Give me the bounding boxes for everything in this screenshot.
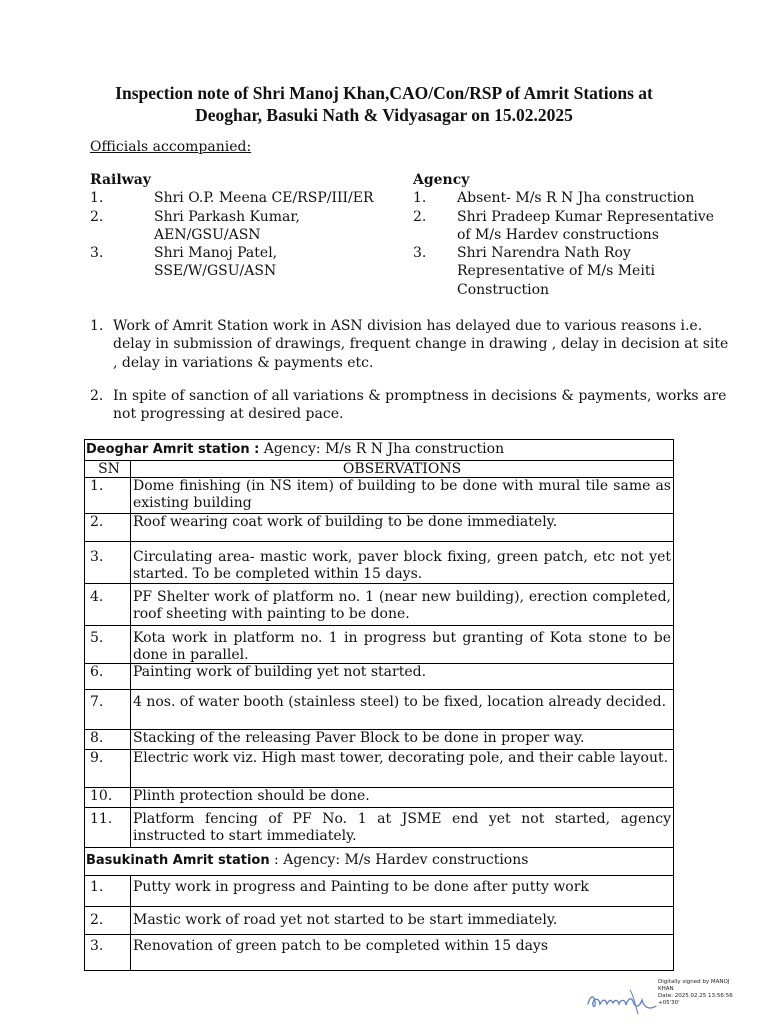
table-row <box>85 478 674 514</box>
row-observation: Roof wearing coat work of building to be done immediately. <box>131 514 674 542</box>
row-observation: Dome finishing (in NS item) of building to be done with mural tile same as existing building <box>131 478 674 514</box>
paragraph-text: In spite of sanction of all variations & promptness in decisions & payments, works are not progressing at desired pace. <box>113 388 727 423</box>
row-observation: 4 nos. of water booth (stainless steel) to be fixed, location already decided. <box>131 690 674 730</box>
row-sn: 10. <box>85 788 131 808</box>
agency-entry <box>413 208 733 245</box>
row-sn: 2. <box>85 907 131 935</box>
entry-number: 1. <box>413 190 427 207</box>
row-sn: 5. <box>85 626 131 664</box>
entry-number: 2. <box>90 208 104 225</box>
railway-entry <box>90 208 410 245</box>
row-observation: Painting work of building yet not started. <box>131 664 674 690</box>
entry-text: Shri Pradeep Kumar Representative of M/s Hardev constructions <box>457 208 715 243</box>
signature-line: KHAN <box>658 986 674 992</box>
section-header <box>85 848 674 876</box>
table-row <box>85 730 674 750</box>
table-row <box>85 626 674 664</box>
table-row <box>85 514 674 542</box>
entry-text: Absent- M/s R N Jha construction <box>457 190 695 207</box>
officials-heading: Officials accompanied: <box>90 139 252 155</box>
row-sn: 9. <box>85 750 131 788</box>
row-observation: Circulating area- mastic work, paver block fixing, green patch, etc not yet started. To be completed within 15 days. <box>131 542 674 584</box>
row-observation: Mastic work of road yet not started to be start immediately. <box>131 907 674 935</box>
digital-signature-text <box>658 979 758 1007</box>
table-row <box>85 664 674 690</box>
table-row <box>85 584 674 626</box>
row-observation: Putty work in progress and Painting to be done after putty work <box>131 876 674 907</box>
row-sn: 11. <box>85 808 131 848</box>
agency-entry <box>413 244 733 299</box>
agency-entry <box>413 189 733 207</box>
table-row <box>85 808 674 848</box>
entry-text: Shri O.P. Meena CE/RSP/III/ER <box>154 190 374 207</box>
row-sn: 3. <box>85 935 131 971</box>
section-row-basukinath <box>85 848 674 876</box>
entry-text: Shri Parkash Kumar, AEN/GSU/ASN <box>154 208 300 243</box>
station-agency: Agency: M/s R N Jha construction <box>259 441 505 457</box>
paragraph-1 <box>90 317 730 372</box>
table-row <box>85 750 674 788</box>
railway-officials <box>90 171 410 281</box>
paragraph-text: Work of Amrit Station work in ASN division has delayed due to various reasons i.e. delay in submission of drawings, frequent change in drawing , delay in decision at site , delay in variations & payments etc. <box>113 318 729 371</box>
signature-line: Date: 2025.02.25 13:56:56 <box>658 993 733 999</box>
row-sn: 1. <box>85 876 131 907</box>
table-row <box>85 690 674 730</box>
title-line-1: Inspection note of Shri Manoj Khan,CAO/Con/RSP of Amrit Stations at <box>115 83 653 103</box>
table-header-row <box>85 460 674 478</box>
entry-text: Shri Manoj Patel, SSE/W/GSU/ASN <box>154 245 278 280</box>
row-observation: Plinth protection should be done. <box>131 788 674 808</box>
row-observation: Stacking of the releasing Paver Block to be done in proper way. <box>131 730 674 750</box>
railway-entry <box>90 189 410 207</box>
entry-number: 1. <box>90 190 104 207</box>
table-row <box>85 907 674 935</box>
row-sn: 8. <box>85 730 131 750</box>
document-title <box>0 82 768 126</box>
column-header-sn: SN <box>85 460 131 478</box>
table-row <box>85 788 674 808</box>
table-row <box>85 935 674 971</box>
paragraph-number: 2. <box>90 388 104 404</box>
row-observation: Renovation of green patch to be completed within 15 days <box>131 935 674 971</box>
entry-number: 3. <box>413 245 427 262</box>
section-row-deoghar <box>85 440 674 461</box>
station-name: Deoghar Amrit station : <box>86 442 260 457</box>
agency-heading: Agency <box>413 172 470 188</box>
row-observation: Platform fencing of PF No. 1 at JSME end yet not started, agency instructed to start immediately. <box>131 808 674 848</box>
railway-entry <box>90 244 410 281</box>
row-sn: 4. <box>85 584 131 626</box>
station-name: Basukinath Amrit station <box>86 853 270 868</box>
signature-line: +05'30' <box>658 1000 680 1006</box>
paragraph-number: 1. <box>90 318 104 334</box>
agency-officials <box>413 171 733 299</box>
row-sn: 1. <box>85 478 131 514</box>
row-sn: 3. <box>85 542 131 584</box>
railway-heading: Railway <box>90 172 151 188</box>
title-line-2: Deoghar, Basuki Nath & Vidyasagar on 15.02.2025 <box>195 105 573 125</box>
row-observation: PF Shelter work of platform no. 1 (near new building), erection completed, roof sheeting with painting to be done. <box>131 584 674 626</box>
row-sn: 6. <box>85 664 131 690</box>
row-sn: 2. <box>85 514 131 542</box>
column-header-observations: OBSERVATIONS <box>131 460 674 478</box>
observations-table <box>84 439 674 971</box>
entry-text: Shri Narendra Nath Roy Representative of M/s Meiti Construction <box>457 245 655 298</box>
row-sn: 7. <box>85 690 131 730</box>
table-row <box>85 876 674 907</box>
section-header <box>85 440 674 461</box>
table-row <box>85 542 674 584</box>
entry-number: 3. <box>90 245 104 262</box>
row-observation: Electric work viz. High mast tower, decorating pole, and their cable layout. <box>131 750 674 788</box>
row-observation: Kota work in platform no. 1 in progress but granting of Kota stone to be done in parallel. <box>131 626 674 664</box>
signature-line: Digitally signed by MANOJ <box>658 979 730 985</box>
entry-number: 2. <box>413 208 427 225</box>
paragraph-2 <box>90 387 730 424</box>
station-agency: : Agency: M/s Hardev constructions <box>269 852 529 868</box>
